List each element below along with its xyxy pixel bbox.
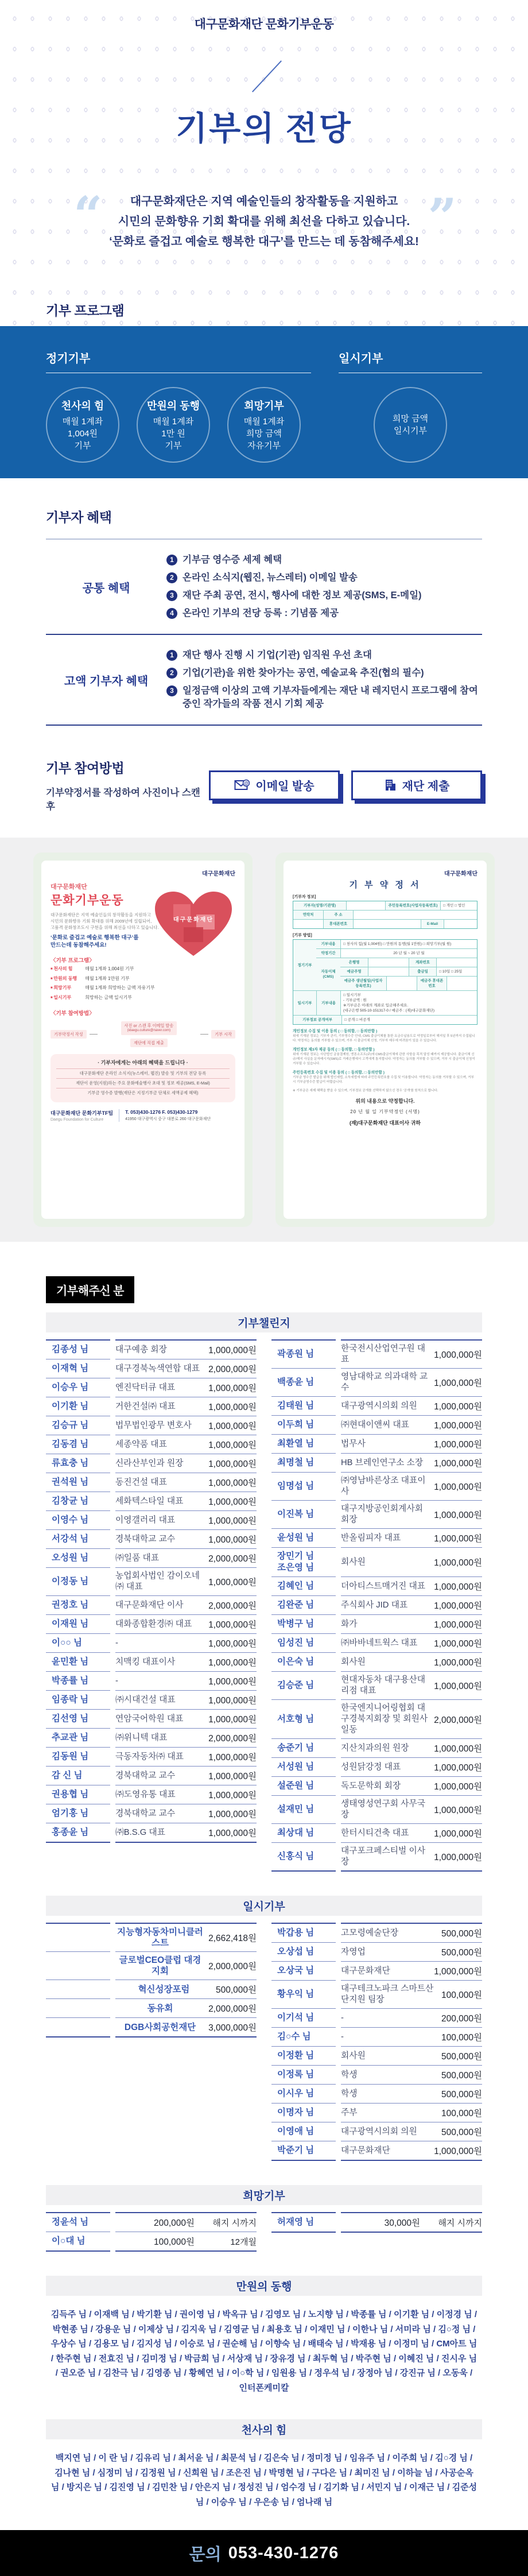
angel-names: 백지연 님 / 이 란 님 / 김유리 님 / 최서윤 님 / 최문석 님 / 김은숙 님 / 정미정 님 / 임유주 님 / 이주희 님 / 김○경 님 / 김나현 님 / 심정미 님 / 김정원 님 / 신희원 님 / 조은진 님 / 박명현 님 / 구다은 님 / 최미진 님 / 이하늘 님 / 사공순옥 님 / 방지은 님 / 김진영 님 / 김민찬 님 / 안은지 님 / 정성진 님 / 엄수경 님 / 김기화 님 / 서민지 님 / 이재근 님 / 김준성 님 / 이승우 님 / 우은송 님 / 엄나래 님: [51, 2453, 477, 2507]
form-section-1: [기부자 정보]: [293, 895, 316, 899]
donor-row: 오상섭 님 자영업 500,000원: [271, 1943, 482, 1962]
donor-row: 최환열 님 법무사 1,000,000원: [271, 1435, 482, 1454]
donor-row: 오성원 님 ㈜일품 대표 2,000,000원: [46, 1549, 257, 1568]
donor-row: 이재원 님 대화종합환경㈜ 대표 1,000,000원: [46, 1615, 257, 1634]
benefit-number-badge: 2: [166, 572, 177, 583]
donor-row: 이기석 님 - 200,000원: [271, 2009, 482, 2028]
donor-row: 김종성 님 대구예총 회장 1,000,000원: [46, 1339, 257, 1359]
campaign-poster[interactable]: [33, 853, 253, 1227]
flow-step-submit: 재단에 직접 제출: [130, 1039, 168, 1047]
consent-block: 개인정보 수집 및 이용 동의 ( □ 동의함, □ 동의안함 ) 위에 기재된 정보는 기부자 관리, 기부영수증 안내, CMS 출금이체를 통한 요금수납용도로 약정일로부터 해지일 후 5년까지 수집됩니다. 약정자는 동의를 거부할 수 있으며, 거부 시 출금이체 신청, 기부자 예우에 어려움이 있을 수 있습니다.: [293, 1029, 475, 1043]
donor-row: 김동원 님 극동자동차㈜ 대표 1,000,000원: [46, 1748, 257, 1767]
once-donation-bar: 일시기부: [46, 1896, 482, 1916]
benefit-text: 온라인 기부의 전당 등록 : 기념품 제공: [183, 608, 339, 618]
donor-row: 김완준 님 주식회사 JID 대표 1,000,000원: [271, 1596, 482, 1615]
program-circle: 천사의 힘 매월 1계좌 1,004원 기부: [46, 387, 119, 463]
donor-row: 이○○ 님 - 1,000,000원: [46, 1634, 257, 1653]
poster-address: 41950 대구광역시 중구 대봉로 260 대구문화재단: [125, 1117, 211, 1121]
page-title: 기부의 전당: [176, 111, 352, 147]
contact-footer: [0, 2530, 528, 2576]
major-benefits-row: [46, 634, 482, 726]
donor-row: 이정환 님 회사원 500,000원: [271, 2047, 482, 2066]
donor-row: 류효충 님 신라산부인과 원장 1,000,000원: [46, 1454, 257, 1473]
poster-desc: 대구문화재단은 지역 예술인들의 창작활동을 지원하고 시민의 문화향유 기회 확대를 위해 2009년에 설립되어, 고품격 문화창조도시 구현을 위해 최선을 다하고 있습니다.: [51, 912, 159, 930]
once-left-column: [46, 1923, 257, 2037]
benefit-text: 온라인 소식지(웹진, 뉴스레터) 이메일 발송: [183, 572, 358, 583]
donor-row: 이시우 님 학생 500,000원: [271, 2085, 482, 2104]
donor-row: 이진복 님 대구지방공인회계사회 회장 1,000,000원: [271, 1501, 482, 1529]
form-title: 기 부 약 정 서: [349, 880, 421, 890]
flow-step-email: 사진 or 스캔 후 이메일 발송 (idaegu.culture@naver.com): [121, 1021, 177, 1035]
heart-puzzle-illustration: [150, 887, 236, 964]
donor-row: 이정동 님 농업회사법인 감이오네㈜ 대표 1,000,000원: [46, 1568, 257, 1596]
angel-bar: 천사의 힘: [46, 2419, 482, 2439]
donor-row: 송준기 님 지산치과의원 원장 1,000,000원: [271, 1739, 482, 1758]
donor-row: 허재영 님 30,000원 해지 시까지: [271, 2212, 482, 2233]
svg-text:@: @: [244, 781, 249, 786]
major-benefits-label: 고액 기부자 혜택: [64, 675, 149, 688]
form-note: ※ 기부금은 세제 혜택을 받을 수 있으며, 기부정보 공개를 선택하지 않으신 경우 '공개'를 원칙으로 합니다.: [293, 1089, 438, 1093]
quote-line-1: 대구문화재단은 지역 예술인들의 창작활동을 지원하고: [130, 195, 398, 208]
poster-flow-diagram: [51, 1021, 235, 1047]
donor-row: 지능형자동차미니클러스트 2,662,418원: [46, 1923, 257, 1952]
foundation-submit-button[interactable]: 재단 제출: [351, 770, 482, 800]
poster-program-item: ■ 만원의 동행 매월 1계좌 1만원 기부: [51, 975, 235, 983]
benefit-item: [166, 667, 482, 680]
quote-line-3: ‘문화로 즐겁고 예술로 행복한 대구’를 만드는 데 동참해주세요!: [109, 235, 419, 248]
challenge-left-column: [46, 1339, 257, 1843]
program-circle: 희망 금액 일시기부: [374, 387, 447, 463]
benefit-number-badge: 4: [166, 608, 177, 619]
participation-heading: 기부 참여방법: [46, 761, 125, 776]
benefit-item: [166, 684, 482, 711]
regular-donation-label: 정기기부: [46, 349, 311, 373]
donor-row: 권정호 님 대구문화재단 이사 2,000,000원: [46, 1596, 257, 1615]
donor-row: 임명섭 님 ㈜영남바른상조 대표이사 1,000,000원: [271, 1473, 482, 1501]
form-logo: 대구문화재단: [444, 871, 477, 877]
donor-row: 엄기홍 님 경북대학교 교수 1,000,000원: [46, 1804, 257, 1823]
poster-tel-fax: T. 053)430-1276 F. 053)430-1279: [125, 1109, 198, 1115]
challenge-right-column: [271, 1339, 482, 1872]
poster-benefit-lines: [56, 1068, 230, 1098]
once-donor-lists: [46, 1923, 482, 2161]
hope-right-column: [271, 2212, 482, 2233]
poster-content: [41, 861, 244, 1219]
donation-method-table: 정기기부 기부내용 □ 천사의 힘(월 1,004원) □ 만원의 동행(월 1만원) □ 희망기부(월 원) 약정기간 20 년 월 ~ 20 년 월 자동이체(CMS) 은행명 계좌번호 예금주명 출금일 □ 10일 □ 25일 예금주 생년월일(사업자등록번호) 예금주 휴대폰번호 일시기부 기부내용 □ 일시기부 - 기부금액 : 원 ※기부금은 아래의 계좌로 입금해주세요. (대구은행 505-10-151317-0 / 예금주 : (재)대구문화재단) 기부정보 공개여부 □ 공개 □ 비공개: [293, 939, 477, 1025]
donor-row: 윤민환 님 치맥킹 대표이사 1,000,000원: [46, 1653, 257, 1672]
benefit-item: [166, 589, 482, 602]
hero-section: [0, 0, 528, 326]
participation-text: [46, 758, 209, 812]
participation-buttons: [209, 770, 482, 800]
benefit-number-badge: 3: [166, 590, 177, 601]
donor-row: 박준기 님 대구문화재단 1,000,000원: [271, 2141, 482, 2161]
flow-middle: [100, 1021, 198, 1047]
participation-desc: 기부약정서를 작성하여 사진이나 스캔 후: [46, 788, 200, 812]
donor-row: 동유회 2,000,000원: [46, 1999, 257, 2018]
donor-row: 박병구 님 화가 1,000,000원: [271, 1615, 482, 1634]
donor-row: 이○대 님 100,000원 12개월: [46, 2232, 257, 2252]
poster-benefit-line: 재단이 운영(지원)하는 주요 문화예술행사 초대 및 정보 제공(SMS, E-Mail): [56, 1078, 230, 1088]
benefit-text: 재단 주최 공연, 전시, 행사에 대한 정보 제공(SMS, E-메일): [183, 590, 422, 601]
donor-row: 설준원 님 독도문학회 회장 1,000,000원: [271, 1777, 482, 1796]
pledge-form-document[interactable]: [275, 853, 495, 1227]
donor-row: 이명자 님 주부 100,000원: [271, 2104, 482, 2122]
email-send-button[interactable]: @ 이메일 발송: [209, 770, 340, 800]
once-donation-group: [339, 326, 482, 478]
flow-connector: [200, 1034, 208, 1035]
form-addressee-line: (재)대구문화재단 대표이사 귀하: [349, 1120, 421, 1126]
donor-row: 설재민 님 생태영성연구회 사무국장 1,000,000원: [271, 1796, 482, 1824]
donors-badge: 기부해주신 분: [46, 1276, 134, 1303]
donor-row: 추교관 님 ㈜위니텍 대표 2,000,000원: [46, 1729, 257, 1748]
benefit-number-badge: 1: [166, 650, 177, 661]
manwon-bar: 만원의 동행: [46, 2276, 482, 2296]
heart-icon: [150, 887, 236, 962]
common-benefits-items: [166, 548, 482, 626]
intro-quote: [0, 185, 528, 252]
donor-row: 권용협 님 ㈜도영유통 대표 1,000,000원: [46, 1785, 257, 1804]
donor-row: 권석원 님 동진건설 대표 1,000,000원: [46, 1473, 257, 1492]
donor-row: 김○수 님 - 100,000원: [271, 2028, 482, 2047]
donor-row: 홍종윤 님 ㈜B.S.G 대표 1,000,000원: [46, 1823, 257, 1843]
manwon-names: 김득주 님 / 이재백 님 / 박기환 님 / 권이영 님 / 박옥규 님 / 김영모 님 / 노지향 님 / 박종률 님 / 이기환 님 / 이정경 님 / 박현종 님 / 강용운 님 / 이제상 님 / 김지욱 님 / 김영균 님 / 최용호 님 / 이재민 님 / 이한나 님 / 서미라 님 / 김○정 님 / 우상수 님 / 김용모 님 / 김지성 님 / 이승로 님 / 권순해 님 / 이향숙 님 / 배태숙 님 / 박재용 님 / 이정미 님 / CM아트 님 / 한주현 님 / 전효진 님 / 김미정 님 / 박금희 님 / 서상재 님 / 장유경 님 / 최두혁 님 / 박주현 님 / 이혜진 님 / 진시우 님 / 권오준 님 / 김찬극 님 / 김영종 님 / 황혜연 님 / 이○학 님 / 임원용 님 / 정우석 님 / 장정아 님 / 강진규 님 / 오동욱 / 인터폰케미칼: [51, 2310, 477, 2393]
form-section-2: [기부 방법]: [293, 933, 312, 938]
regular-donation-group: [46, 326, 311, 478]
donor-row: 정윤석 님 200,000원 해지 시까지: [46, 2212, 257, 2232]
form-agree-line: 위의 내용으로 약정합니다.: [355, 1098, 415, 1104]
benefits-section: [46, 507, 482, 726]
donor-row: 백종윤 님 영남대학교 의과대학 교수 1,000,000원: [271, 1369, 482, 1397]
donor-row: 이정록 님 학생 500,000원: [271, 2066, 482, 2085]
slash-decoration: [252, 60, 282, 92]
benefits-table: [46, 539, 482, 726]
once-right-column: [271, 1923, 482, 2161]
poster-team-en: Daegu Foundation for Culture: [51, 1118, 104, 1122]
participation-section: [46, 758, 482, 812]
flow-connector: [90, 1034, 98, 1035]
open-quote-icon: “: [73, 185, 103, 245]
poster-team: 대구문화재단 문화기부TF팀: [51, 1110, 114, 1116]
donor-row: 김승준 님 현대자동차 대구용산대리점 대표 1,000,000원: [271, 1672, 482, 1700]
consent-block: 주민등록번호 수집 및 이용 동의 ( □ 동의함, □ 동의안함 ) 기부금 영수증 발급을 위해 법인세법, 소득세법에 따라 주민등록번호를 수집 및 이용합니다. 약정자는 동의를 거부할 수 있으며, 거부 시 기부금영수증 발급이 어렵습니다.: [293, 1071, 474, 1084]
building-icon: [384, 778, 397, 792]
program-circle: 희망기부 매월 1계좌 희망 금액 자유기부: [227, 387, 301, 463]
email-icon: [234, 778, 250, 792]
contact-label: 문의: [189, 2545, 222, 2564]
flow-step-start: 기부 시작: [211, 1030, 235, 1039]
benefit-text: 기업(기관)을 위한 찾아가는 공연, 예술교육 추진(협의 필수): [183, 668, 424, 678]
donor-row: 글로벌CEO클럽 대경지회 2,000,000원: [46, 1952, 257, 1980]
donor-row: 이기환 님 거한건설㈜ 대표 1,000,000원: [46, 1397, 257, 1416]
heart-letters: 대구문화재단: [173, 917, 213, 923]
benefit-number-badge: 1: [166, 555, 177, 565]
major-benefits-items: [166, 643, 482, 716]
consent-block: 개인정보 제3자 제공 동의 ( □ 동의함, □ 동의안함 ) 위에 기재된 정보는 사단법인 금융결제원, 엔톤소프트(주)에 CMS출금이체에 관한 사항을 목적 달성 때까지 제공합니다. 출금이체 신규/해지 사실을 문자메시지(SMS)로 거래은행에서 고객에게 통지합니다. 약정자는 동의를 거부할 수 있으며, 거부 시 출금이체 신청이 거부될 수 있습니다.: [293, 1048, 475, 1066]
poster-program-item: ■ 천사의 힘 매월 1계좌 1,004원 기부: [51, 965, 235, 974]
form-date-line: 20 년 월 일 기부약정인 (서명): [350, 1109, 420, 1114]
donor-row: 김선영 님 연암국어학원 대표 1,000,000원: [46, 1710, 257, 1729]
once-donation-label: 일시기부: [339, 349, 482, 373]
donor-row: 이재혁 님 대구경북녹색연합 대표 2,000,000원: [46, 1359, 257, 1378]
donor-row: 오상국 님 대구문화재단 1,000,000원: [271, 1962, 482, 1981]
benefit-item: [166, 553, 482, 567]
donor-row: 서호형 님 한국엔지니어링협회 대구경북지회장 및 회원사 일동 2,000,000원: [271, 1700, 482, 1739]
poster-title-big: 문화기부운동: [51, 894, 124, 907]
benefits-heading: 기부자 혜택: [46, 510, 112, 525]
form-content: [284, 861, 487, 1219]
donor-row: 김태원 님 대구광역시의회 의원 1,000,000원: [271, 1397, 482, 1416]
donor-row: 최상대 님 한터시티건축 대표 1,000,000원: [271, 1824, 482, 1843]
poster-slogan: ‘문화로 즐겁고 예술로 행복한 대구’를 만드는데 동참해주세요!: [51, 935, 139, 948]
poster-program-item: ■ 일시기부 희망하는 금액 일시기부: [51, 994, 235, 1002]
donor-row: 박갑용 님 고모령예술단장 500,000원: [271, 1923, 482, 1943]
donor-row: 신홍식 님 대구포크페스티벌 이사장 1,000,000원: [271, 1843, 482, 1872]
poster-logo: 대구문화재단: [202, 871, 235, 877]
program-circle: 만원의 동행 매월 1계좌 1만 원 기부: [137, 387, 210, 463]
donor-row: 혁신성장포럼 500,000원: [46, 1980, 257, 1999]
flow-step-write: 기부약정서 작성: [51, 1030, 87, 1039]
benefit-item: [166, 607, 482, 620]
poster-programs-title: 〈기부 프로그램〉: [51, 958, 95, 964]
donor-row: 곽종원 님 한국전시산업연구원 대표 1,000,000원: [271, 1339, 482, 1369]
common-benefits-row: [46, 540, 482, 634]
donor-row: 김승규 님 법무법인광무 변호사 1,000,000원: [46, 1416, 257, 1435]
campaign-title: 대구문화재단 문화기부운동: [194, 18, 334, 31]
donor-row: 서강석 님 경북대학교 교수 1,000,000원: [46, 1530, 257, 1549]
poster-benefit-box: [51, 1054, 235, 1102]
poster-benefit-title: · 기부자에게는 아래의 혜택을 드립니다 ·: [98, 1060, 188, 1066]
hope-donor-lists: [46, 2212, 482, 2252]
donor-row: 최명철 님 HB 브레인연구소 소장 1,000,000원: [271, 1454, 482, 1473]
benefit-text: 일정금액 이상의 고액 기부자들에게는 재단 내 레지던시 프로그램에 참여 중인 작가들의 작품 전시 기회 제공: [183, 685, 478, 709]
donor-row: 이영수 님 이영갤러리 대표 1,000,000원: [46, 1511, 257, 1530]
benefit-text: 기부금 영수증 세제 혜택: [183, 555, 282, 565]
close-quote-icon: ”: [428, 187, 457, 247]
poster-title-small: 대구문화재단: [51, 884, 87, 890]
donor-row: 이은숙 님 회사원 1,000,000원: [271, 1653, 482, 1672]
quote-line-2: 시민의 문화향유 기회 확대를 위해 최선을 다하고 있습니다.: [118, 215, 410, 228]
benefit-item: [166, 571, 482, 584]
benefit-item: [166, 649, 482, 662]
donor-row: 황우익 님 대구테크노파크 스마트산단지원 팀장 100,000원: [271, 1981, 482, 2009]
contact-phone: 053-430-1276: [228, 2543, 339, 2562]
programs-heading: 기부 프로그램: [46, 303, 125, 318]
programs-band: [0, 326, 528, 478]
donor-row: 이영애 님 대구광역시의회 의원 500,000원: [271, 2122, 482, 2141]
poster-benefit-line: 기부금 영수증 발행(재단은 지정기부금 단체로 세액공제 혜택): [56, 1088, 230, 1098]
donor-row: 김창균 님 세화텍스타일 대표 1,000,000원: [46, 1492, 257, 1511]
donor-info-table: 기부자(성명/기관명) 주민등록번호(사업자등록번호) □ 개인 □ 법인 연락처 주 소 휴대폰번호 E-Mail: [293, 901, 477, 929]
form-consents: [293, 1028, 477, 1084]
donor-row: DGB사회공헌재단 3,000,000원: [46, 2018, 257, 2037]
regular-donation-circles: [46, 387, 311, 463]
poster-method-title: 〈기부 참여방법〉: [51, 1010, 95, 1017]
donor-row: 임종락 님 ㈜시대건설 대표 1,000,000원: [46, 1691, 257, 1710]
donor-row: 장민기 님 조은영 님 회사원 1,000,000원: [271, 1548, 482, 1577]
challenge-bar: 기부챌린지: [46, 1312, 482, 1332]
donor-row: 김동겸 님 세종약품 대표 1,000,000원: [46, 1435, 257, 1454]
documents-section: [0, 838, 528, 1242]
poster-programs-list: [51, 965, 235, 1002]
donor-row: 박종률 님 - 1,000,000원: [46, 1672, 257, 1691]
donor-row: 윤성원 님 반올림피자 대표 1,000,000원: [271, 1529, 482, 1548]
benefit-text: 재단 행사 진행 시 기업(기관) 임직원 우선 초대: [183, 650, 372, 660]
common-benefits-label: 공통 혜택: [82, 582, 130, 595]
donor-row: 이두희 님 ㈜현대이앤씨 대표 1,000,000원: [271, 1416, 482, 1435]
donor-row: 이승우 님 엔진닥터큐 대표 1,000,000원: [46, 1378, 257, 1397]
challenge-donor-lists: [46, 1339, 482, 1872]
poster-benefit-line: 대구문화재단 온라인 소식지(뉴스레터, 웹진) 발송 및 기부의 전당 등록: [56, 1068, 230, 1078]
donor-row: 임성진 님 ㈜바바네트웍스 대표 1,000,000원: [271, 1634, 482, 1653]
poster-footer: [51, 1109, 235, 1122]
once-donation-circles: [339, 387, 482, 463]
hope-donation-bar: 희망기부: [46, 2185, 482, 2205]
benefit-number-badge: 2: [166, 668, 177, 679]
donor-row: 김혜인 님 더아티스트매거진 대표 1,000,000원: [271, 1577, 482, 1596]
poster-program-item: ■ 희망기부 매월 1계좌 희망하는 금액 자유기부: [51, 984, 235, 993]
hope-left-column: [46, 2212, 257, 2252]
benefit-number-badge: 3: [166, 685, 177, 696]
donor-row: 감 신 님 경북대학교 교수 1,000,000원: [46, 1767, 257, 1785]
donor-row: 서성원 님 성원닭강정 대표 1,000,000원: [271, 1758, 482, 1777]
